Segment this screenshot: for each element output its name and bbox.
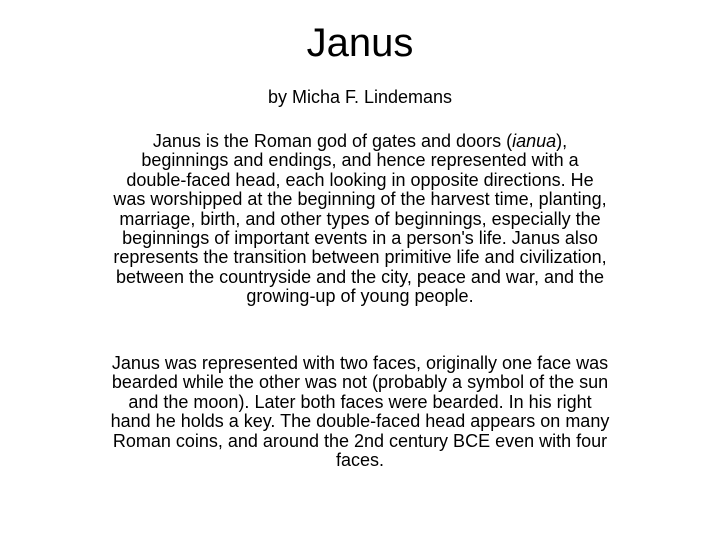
slide-title: Janus	[306, 21, 414, 65]
paragraph-depiction: Janus was represented with two faces, originally one face was bearded while the other was not (probably a symbol of the sun and the moon). Later both faces were bearded. In his right hand he holds a key. The double-faced head appears on many Roman coins, and around the 2nd century BCE even with four faces.	[110, 353, 610, 471]
paragraph-intro	[110, 132, 610, 307]
author-byline: by Micha F. Lindemans	[267, 87, 453, 107]
paragraph-intro-text-rest: ), beginnings and endings, and hence represented with a double-faced head, each looking in opposite directions. He was worshipped at the beginning of the harvest time, planting, marriage, birth, and other types of beginnings, especially the beginnings of important events in a person's life. Janus also represents the transition between primitive life and civilization, between the countryside and the city, peace and war, and the growing-up of young people.	[113, 131, 607, 307]
paragraph-intro-text-start: Janus is the Roman god of gates and doors (	[152, 131, 513, 151]
latin-term: ianua	[512, 131, 557, 151]
